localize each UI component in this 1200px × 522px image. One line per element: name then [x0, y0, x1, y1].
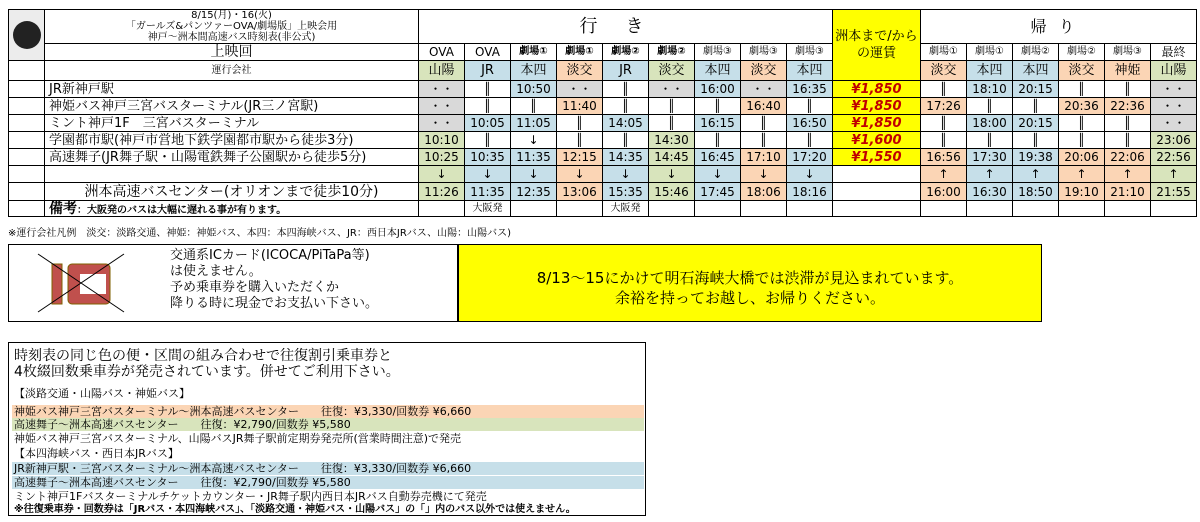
operator-legend: ※運行会社凡例 淡交：淡路交通、神姫：神姫バス、本四：本四海峡バス、JR：西日本JRバス、山陽：山陽バス)	[8, 228, 511, 239]
time-cell: ・・	[1151, 81, 1197, 98]
time-cell: 22:06	[1105, 149, 1151, 166]
time-cell: ║	[465, 132, 511, 149]
time-cell: 10:05	[465, 115, 511, 132]
note-cell: 大阪発	[603, 201, 649, 217]
time-cell: 14:05	[603, 115, 649, 132]
time-cell: 18:50	[1013, 183, 1059, 201]
time-cell: ║	[1059, 132, 1105, 149]
operator-cell: 本四	[1013, 61, 1059, 81]
time-cell: ║	[741, 132, 787, 149]
screening-cell: 劇場①	[557, 44, 603, 61]
time-cell: ║	[603, 98, 649, 115]
time-cell: 21:10	[1105, 183, 1151, 201]
time-cell: ・・	[1151, 115, 1197, 132]
operator-cell: JR	[465, 61, 511, 81]
operator-cell: 淡交	[1059, 61, 1105, 81]
logo-cell	[9, 10, 45, 61]
operator-cell: 本四	[511, 61, 557, 81]
time-cell: ║	[1059, 115, 1105, 132]
stop-name: 高速舞子(JR舞子駅・山陽電鉄舞子公園駅から徒歩5分)	[45, 149, 419, 166]
screening-cell: 最終	[1151, 44, 1197, 61]
timetable	[8, 9, 1197, 217]
direction-spacer	[45, 166, 419, 183]
time-cell: ↓	[419, 166, 465, 183]
time-cell: ║	[1059, 81, 1105, 98]
ticket-group-2: 【本四海峡バス・西日本JRバス】	[14, 447, 179, 460]
remarks: 備考：大阪発のバスは大幅に遅れる事が有ります。	[45, 201, 419, 217]
time-cell: 18:10	[967, 81, 1013, 98]
time-cell: ║	[787, 98, 833, 115]
operator-cell: JR	[603, 61, 649, 81]
time-cell: ・・	[649, 81, 695, 98]
time-cell: ↑	[1059, 166, 1105, 183]
time-cell: 17:10	[741, 149, 787, 166]
time-cell: ↓	[787, 166, 833, 183]
time-cell: 17:20	[787, 149, 833, 166]
time-cell: ↓	[557, 166, 603, 183]
screening-cell: OVA	[465, 44, 511, 61]
operator-cell: 神姫	[1105, 61, 1151, 81]
time-cell: ║	[649, 98, 695, 115]
time-cell: ↑	[967, 166, 1013, 183]
time-cell: ・・	[1151, 98, 1197, 115]
time-cell: ↓	[465, 166, 511, 183]
time-cell: 10:25	[419, 149, 465, 166]
stop-name: JR新神戸駅	[45, 81, 419, 98]
time-cell: 16:45	[695, 149, 741, 166]
time-cell: 19:10	[1059, 183, 1105, 201]
ticket-g1-line-b: 高速舞子～洲本高速バスセンター 往復：¥2,790/回数券 ¥5,580	[14, 418, 351, 431]
time-cell: ・・	[741, 81, 787, 98]
anime-character-logo-icon	[13, 21, 41, 49]
time-cell: ║	[921, 132, 967, 149]
screening-cell: 劇場③	[695, 44, 741, 61]
time-cell: 21:55	[1151, 183, 1197, 201]
time-cell: 16:15	[695, 115, 741, 132]
time-cell: 16:56	[921, 149, 967, 166]
time-cell: ↑	[1013, 166, 1059, 183]
outbound-header: 行き	[419, 10, 833, 44]
time-cell: 11:35	[511, 149, 557, 166]
time-cell: 16:50	[787, 115, 833, 132]
time-cell: ║	[1105, 132, 1151, 149]
operator-cell: 本四	[787, 61, 833, 81]
time-cell: ║	[967, 132, 1013, 149]
time-cell: 11:35	[465, 183, 511, 201]
fare-cell: ¥1,550	[833, 149, 921, 166]
ic-card-prohibited-icon	[36, 250, 126, 316]
screening-cell: 劇場③	[1105, 44, 1151, 61]
time-cell: 11:26	[419, 183, 465, 201]
note-cell	[1151, 201, 1197, 217]
fare-cell: ¥1,850	[833, 98, 921, 115]
ticket-g2-line-a: JR新神戸駅・三宮バスターミナル～洲本高速バスセンター 往復：¥3,330/回数券 ¥6,660	[14, 462, 472, 475]
time-cell: ║	[511, 98, 557, 115]
traffic-notice-text: 8/13～15にかけて明石海峡大橋では渋滞が見込まれています。 余裕を持ってお越し、お帰りください。	[536, 269, 964, 307]
time-cell: ↑	[1105, 166, 1151, 183]
fare-cell: ¥1,850	[833, 81, 921, 98]
operator-cell: 山陽	[1151, 61, 1197, 81]
time-cell: 16:30	[967, 183, 1013, 201]
fare-header: 洲本まで/からの運賃	[833, 10, 921, 81]
stop-name: 神姫バス神戸三宮バスターミナル(JR三ノ宮駅)	[45, 98, 419, 115]
time-cell: 18:06	[741, 183, 787, 201]
fare-cell	[833, 183, 921, 201]
screening-cell: 劇場③	[741, 44, 787, 61]
operator-cell: 本四	[695, 61, 741, 81]
time-cell: 16:00	[695, 81, 741, 98]
time-cell: ║	[741, 115, 787, 132]
fare-cell	[833, 166, 921, 183]
time-cell: ║	[967, 98, 1013, 115]
time-cell: 18:00	[967, 115, 1013, 132]
time-cell: ・・	[419, 98, 465, 115]
note-cell	[649, 201, 695, 217]
time-cell: ║	[603, 81, 649, 98]
ticket-footnote: ※往復乗車券・回数券は「JRバス・本四海峡バス」、「淡路交通・神姫バス・山陽バス」の「」内のバス以外では使えません。	[14, 504, 576, 515]
time-cell: 17:26	[921, 98, 967, 115]
ticket-intro: 時刻表の同じ色の便・区間の組み合わせで往復割引乗車券と 4枚綴回数乗車券が発売されています。併せてご利用下さい。	[14, 348, 400, 380]
screening-cell: 劇場③	[787, 44, 833, 61]
time-cell: 10:10	[419, 132, 465, 149]
inbound-header: 帰り	[921, 10, 1197, 44]
stop-name: 洲本高速バスセンター(オリオンまで徒歩10分)	[45, 183, 419, 201]
operator-cell: 淡交	[741, 61, 787, 81]
time-cell: ║	[1105, 115, 1151, 132]
time-cell: 11:05	[511, 115, 557, 132]
time-cell: 15:35	[603, 183, 649, 201]
time-cell: 19:38	[1013, 149, 1059, 166]
fare-cell: ¥1,850	[833, 115, 921, 132]
time-cell: ↓	[603, 166, 649, 183]
screening-cell: 劇場②	[1013, 44, 1059, 61]
time-cell: ↓	[511, 132, 557, 149]
screening-cell: OVA	[419, 44, 465, 61]
time-cell: ║	[921, 81, 967, 98]
stop-name: 学園都市駅(神戸市営地下鉄学園都市駅から徒歩3分)	[45, 132, 419, 149]
time-cell: 13:06	[557, 183, 603, 201]
time-cell: 17:45	[695, 183, 741, 201]
time-cell: 14:30	[649, 132, 695, 149]
note-cell	[967, 201, 1013, 217]
time-cell: ・・	[419, 81, 465, 98]
note-cell	[419, 201, 465, 217]
time-cell: 12:35	[511, 183, 557, 201]
ic-notice-text: 交通系ICカード(ICOCA/PiTaPa等) は使えません。 予め乗車券を購入いただくか 降りる時に現金でお支払い下さい。	[170, 248, 379, 311]
screening-cell: 劇場②	[649, 44, 695, 61]
time-cell: ・・	[419, 115, 465, 132]
screening-cell: 劇場①	[967, 44, 1013, 61]
operator-cell: 淡交	[649, 61, 695, 81]
time-cell: ║	[1013, 132, 1059, 149]
screening-cell: 劇場②	[603, 44, 649, 61]
time-cell: ║	[465, 81, 511, 98]
screening-cell: 劇場①	[511, 44, 557, 61]
time-cell: ║	[465, 98, 511, 115]
note-cell	[787, 201, 833, 217]
time-cell: 17:30	[967, 149, 1013, 166]
time-cell: 14:45	[649, 149, 695, 166]
time-cell: ║	[1105, 81, 1151, 98]
note-cell	[1105, 201, 1151, 217]
ticket-g1-line-a: 神姫バス神戸三宮バスターミナル～洲本高速バスセンター 往復：¥3,330/回数券 ¥6,660	[14, 405, 472, 418]
note-cell	[741, 201, 787, 217]
time-cell: 15:46	[649, 183, 695, 201]
time-cell: ║	[649, 115, 695, 132]
time-cell: 16:00	[921, 183, 967, 201]
screening-cell: 劇場①	[921, 44, 967, 61]
time-cell: 16:40	[741, 98, 787, 115]
note-cell	[557, 201, 603, 217]
notes-fare-cell	[833, 201, 921, 217]
time-cell: ║	[695, 98, 741, 115]
time-cell: 22:56	[1151, 149, 1197, 166]
stop-name: ミント神戸1F 三宮バスターミナル	[45, 115, 419, 132]
time-cell: 20:15	[1013, 115, 1059, 132]
time-cell: 20:15	[1013, 81, 1059, 98]
time-cell: 20:36	[1059, 98, 1105, 115]
time-cell: 18:16	[787, 183, 833, 201]
time-cell: ↓	[741, 166, 787, 183]
operator-cell: 本四	[967, 61, 1013, 81]
note-cell	[1013, 201, 1059, 217]
note-cell: 大阪発	[465, 201, 511, 217]
time-cell: 23:06	[1151, 132, 1197, 149]
header-title: 8/15(月)・16(火) 「ガールズ&パンツァーOVA/劇場版」上映会用 神戸～洲本間高速バス時刻表(非公式)	[45, 10, 419, 44]
time-cell: 10:50	[511, 81, 557, 98]
time-cell: ║	[557, 115, 603, 132]
time-cell: ║	[1013, 98, 1059, 115]
time-cell: ↑	[921, 166, 967, 183]
operator-cell: 山陽	[419, 61, 465, 81]
time-cell: ║	[921, 115, 967, 132]
note-cell	[921, 201, 967, 217]
ticket-g1-line-c: 神姫バス神戸三宮バスターミナル、山陽バスJR舞子駅前定期券発売所(営業時間注意)で発売	[14, 432, 462, 445]
time-cell: ║	[603, 132, 649, 149]
time-cell: ・・	[557, 81, 603, 98]
note-cell	[511, 201, 557, 217]
time-cell: ║	[557, 132, 603, 149]
time-cell: 11:40	[557, 98, 603, 115]
ticket-group-1: 【淡路交通・山陽バス・神姫バス】	[14, 387, 190, 400]
time-cell: 16:35	[787, 81, 833, 98]
time-cell: 14:35	[603, 149, 649, 166]
time-cell: ║	[787, 132, 833, 149]
operator-cell: 淡交	[557, 61, 603, 81]
time-cell: ↓	[649, 166, 695, 183]
screening-label: 上映回	[45, 44, 419, 61]
time-cell: 20:06	[1059, 149, 1105, 166]
time-cell: 10:35	[465, 149, 511, 166]
note-cell	[695, 201, 741, 217]
screening-cell: 劇場②	[1059, 44, 1105, 61]
ticket-g2-line-c: ミント神戸1Fバスターミナルチケットカウンター・JR舞子駅内西日本JRバス自動券売機にて発売	[14, 490, 487, 503]
fare-cell: ¥1,600	[833, 132, 921, 149]
time-cell: 12:15	[557, 149, 603, 166]
time-cell: ↑	[1151, 166, 1197, 183]
time-cell: ↓	[511, 166, 557, 183]
time-cell: ║	[695, 132, 741, 149]
operator-cell: 淡交	[921, 61, 967, 81]
note-cell	[1059, 201, 1105, 217]
time-cell: 22:36	[1105, 98, 1151, 115]
operator-label: 運行会社	[45, 61, 419, 81]
ticket-g2-line-b: 高速舞子～洲本高速バスセンター 往復：¥2,790/回数券 ¥5,580	[14, 476, 351, 489]
time-cell: ↓	[695, 166, 741, 183]
